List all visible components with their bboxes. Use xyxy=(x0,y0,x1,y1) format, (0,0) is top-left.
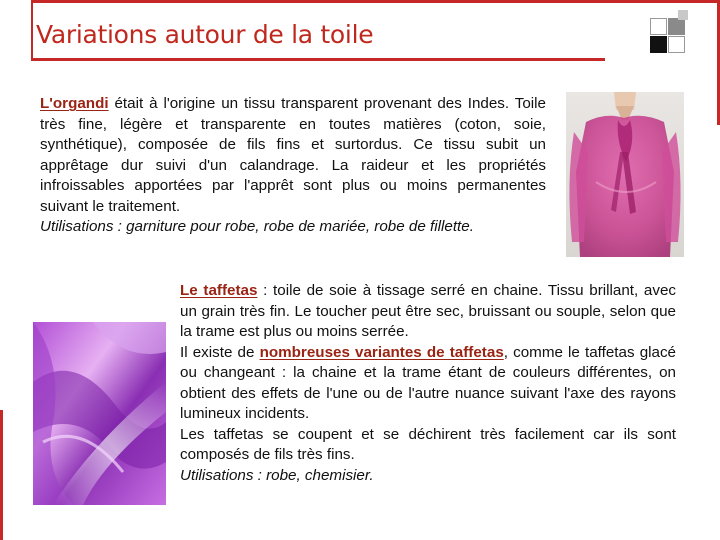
decorative-squares-logo xyxy=(650,18,686,54)
blouse-photo xyxy=(566,92,684,257)
top-border xyxy=(31,0,720,3)
taffetas-variants-term: nombreuses variantes de taffetas xyxy=(259,343,504,361)
title-left-border xyxy=(31,0,33,60)
organdi-paragraph xyxy=(40,94,546,238)
page-title: Variations autour de la toile xyxy=(36,20,374,49)
organdi-uses: Utilisations : garniture pour robe, robe de mariée, robe de fillette. xyxy=(40,218,474,235)
organdi-term: L'organdi xyxy=(40,95,109,112)
taffetas-term: Le taffetas xyxy=(180,282,258,299)
taffetas-variants-end: , comme le taffetas glacé ou changeant : la chaine et la trame étant de couleurs différentes, on obtient des effets de l'une ou de l'autre nuance suivant l'axe des rayons lumineux incidents. xyxy=(180,343,676,422)
taffetas-variants-start: Il existe de xyxy=(180,343,260,361)
organdi-description: était à l'origine un tissu transparent provenant des Indes. Toile très fine, légère et transparente en toutes matières (coton, soie, synthétique), composée de fils fins et surtordus. Ce tissu subit un apprêtage dur suivi d'un calandrage. La raideur et les propriétés infroissables apportées par l'apprêt sont plus ou moins permanentes suivant le traitement. xyxy=(40,95,546,215)
taffetas-fabric-photo xyxy=(33,322,166,505)
taffetas-paragraph xyxy=(180,281,676,486)
taffetas-description: : toile de soie à tissage serré en chaine. Tissu brillant, avec un grain très fin. Le toucher peut être sec, bruissant ou souple, selon que la trame est plus ou moins serrée. xyxy=(180,282,676,340)
taffetas-uses: Utilisations : robe, chemisier. xyxy=(180,466,374,484)
left-border xyxy=(0,410,3,540)
title-underline xyxy=(31,58,605,61)
taffetas-fragility: Les taffetas se coupent et se déchirent très facilement car ils sont composés de fils très fins. xyxy=(180,425,676,463)
